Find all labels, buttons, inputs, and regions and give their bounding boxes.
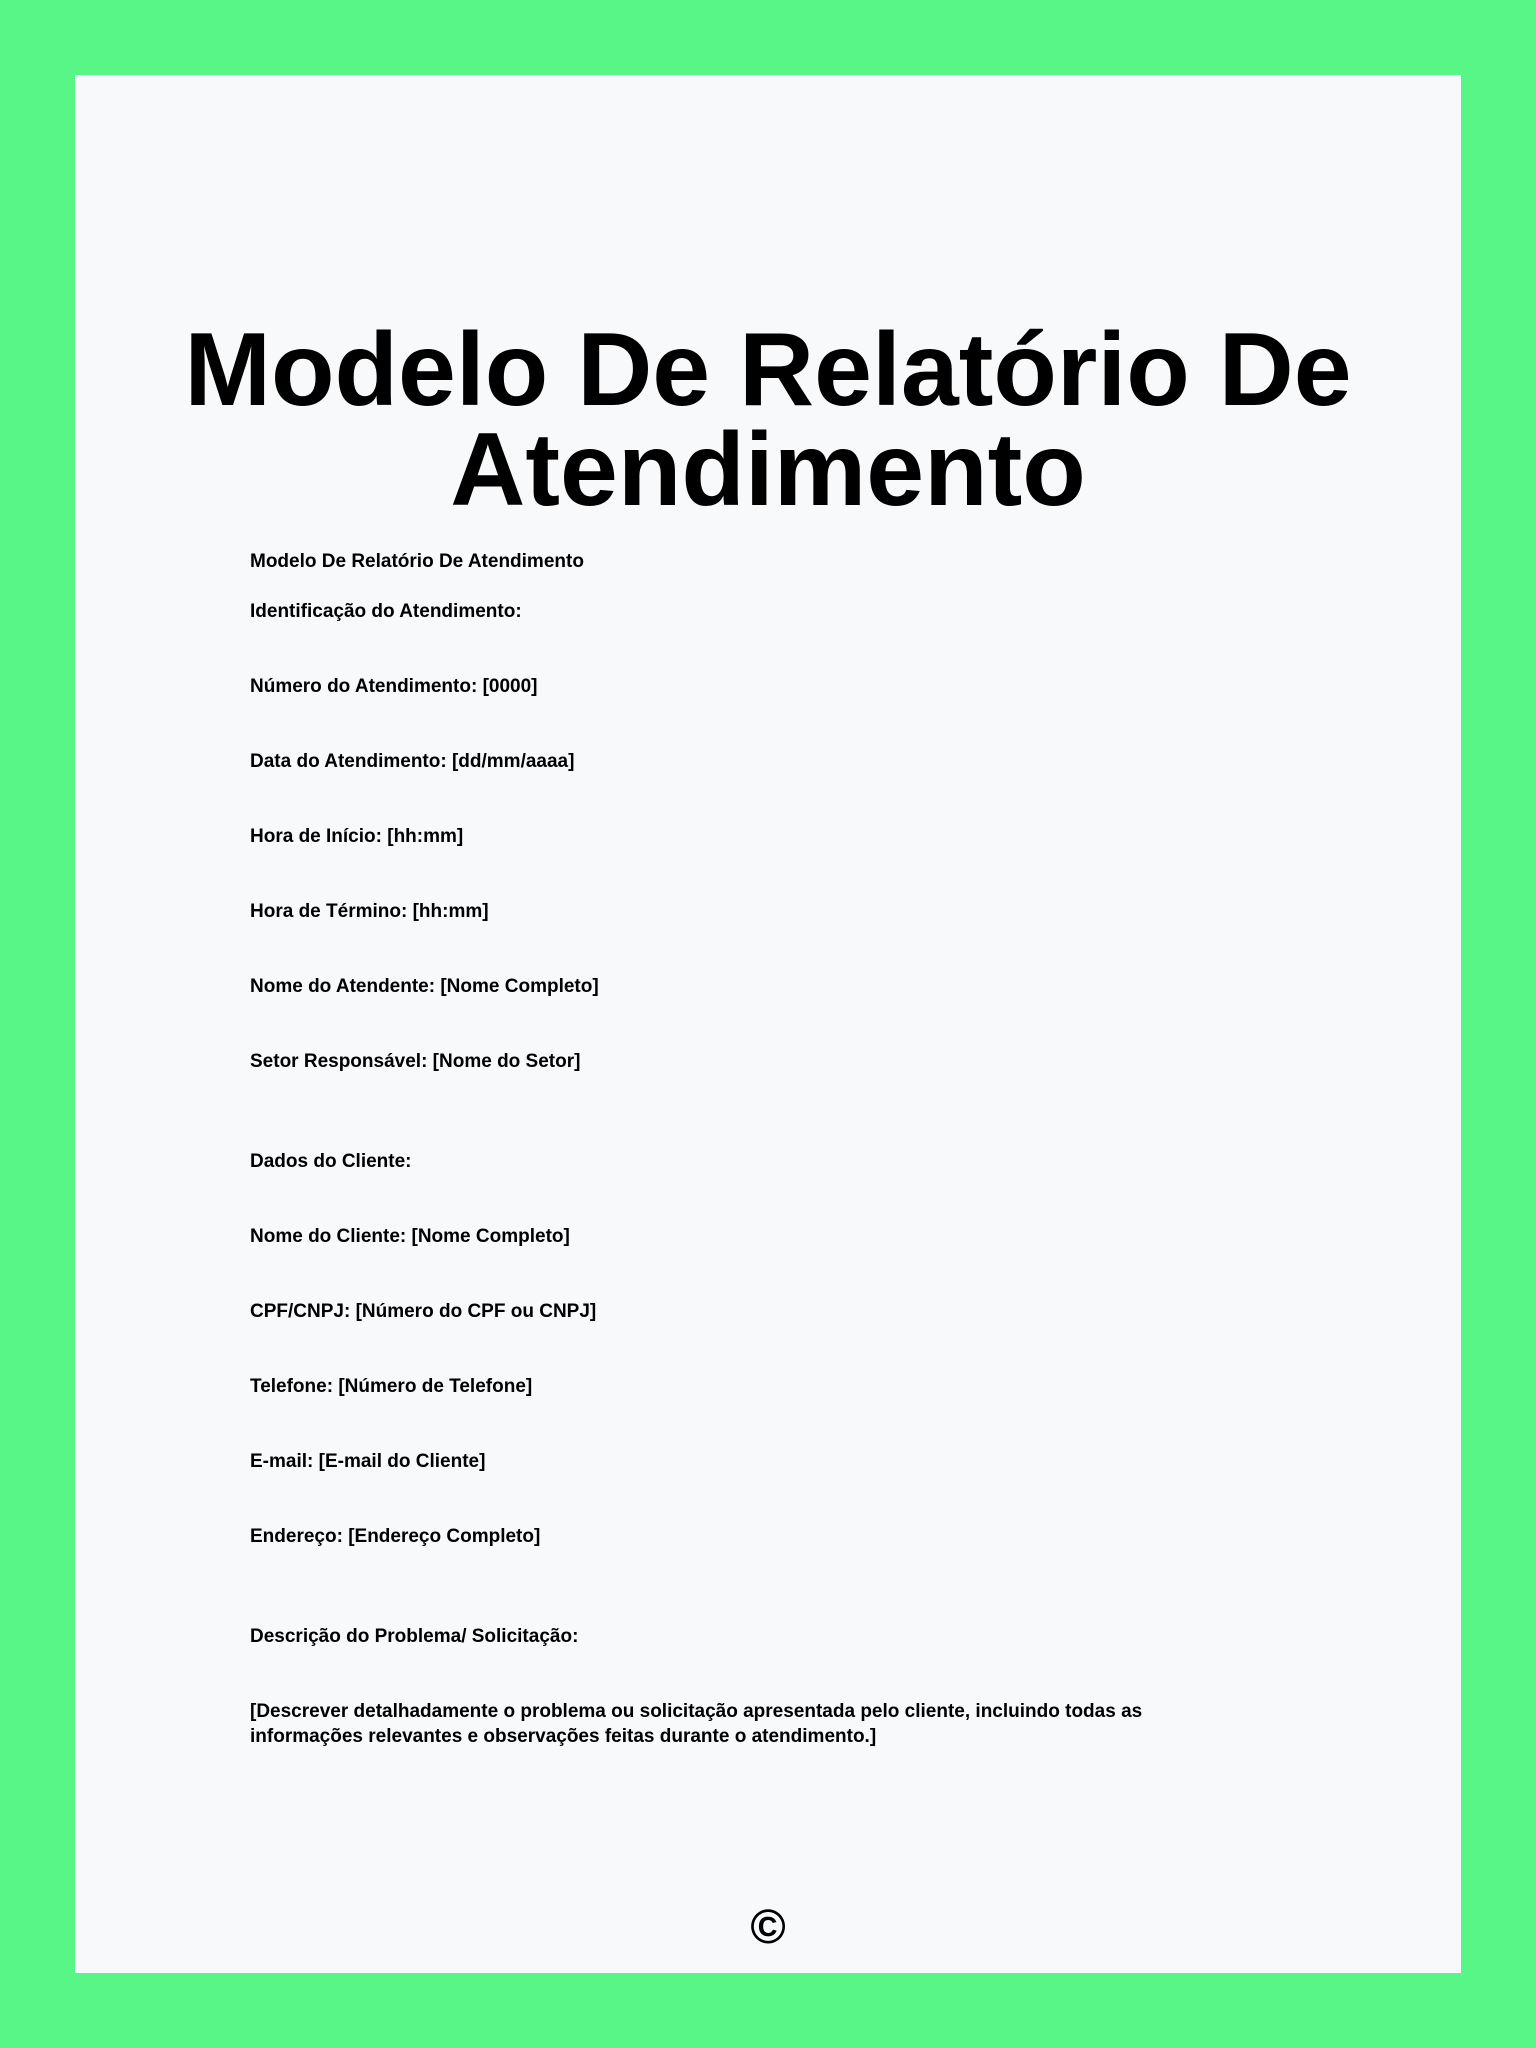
page-title-line-2: Atendimento bbox=[450, 412, 1086, 528]
field-cpf-cnpj: CPF/CNPJ: [Número do CPF ou CNPJ] bbox=[250, 1301, 597, 1322]
document-subtitle: Modelo De Relatório De Atendimento bbox=[250, 551, 584, 572]
descricao-line-1: [Descrever detalhadamente o problema ou solicitação apresentada pelo cliente, incluindo todas as bbox=[250, 1701, 1143, 1722]
document-page bbox=[75, 75, 1461, 1973]
field-telefone: Telefone: [Número de Telefone] bbox=[250, 1376, 533, 1397]
field-data-atendimento: Data do Atendimento: [dd/mm/aaaa] bbox=[250, 751, 575, 772]
descricao-paragraph bbox=[250, 1699, 1250, 1749]
field-hora-termino: Hora de Término: [hh:mm] bbox=[250, 901, 489, 922]
descricao-line-2: informações relevantes e observações feitas durante o atendimento.] bbox=[250, 1726, 877, 1747]
field-nome-cliente: Nome do Cliente: [Nome Completo] bbox=[250, 1226, 570, 1247]
field-numero-atendimento: Número do Atendimento: [0000] bbox=[250, 676, 538, 697]
page-title bbox=[75, 312, 1461, 528]
copyright-icon: © bbox=[750, 1901, 786, 1954]
field-hora-inicio: Hora de Início: [hh:mm] bbox=[250, 826, 464, 847]
page-title-line-1: Modelo De Relatório De bbox=[184, 312, 1352, 428]
field-setor-responsavel: Setor Responsável: [Nome do Setor] bbox=[250, 1051, 581, 1072]
section-heading-cliente: Dados do Cliente: bbox=[250, 1151, 412, 1172]
field-email: E-mail: [E-mail do Cliente] bbox=[250, 1451, 486, 1472]
field-endereco: Endereço: [Endereço Completo] bbox=[250, 1526, 541, 1547]
section-heading-identificacao: Identificação do Atendimento: bbox=[250, 601, 522, 622]
field-nome-atendente: Nome do Atendente: [Nome Completo] bbox=[250, 976, 599, 997]
section-heading-descricao: Descrição do Problema/ Solicitação: bbox=[250, 1626, 579, 1647]
